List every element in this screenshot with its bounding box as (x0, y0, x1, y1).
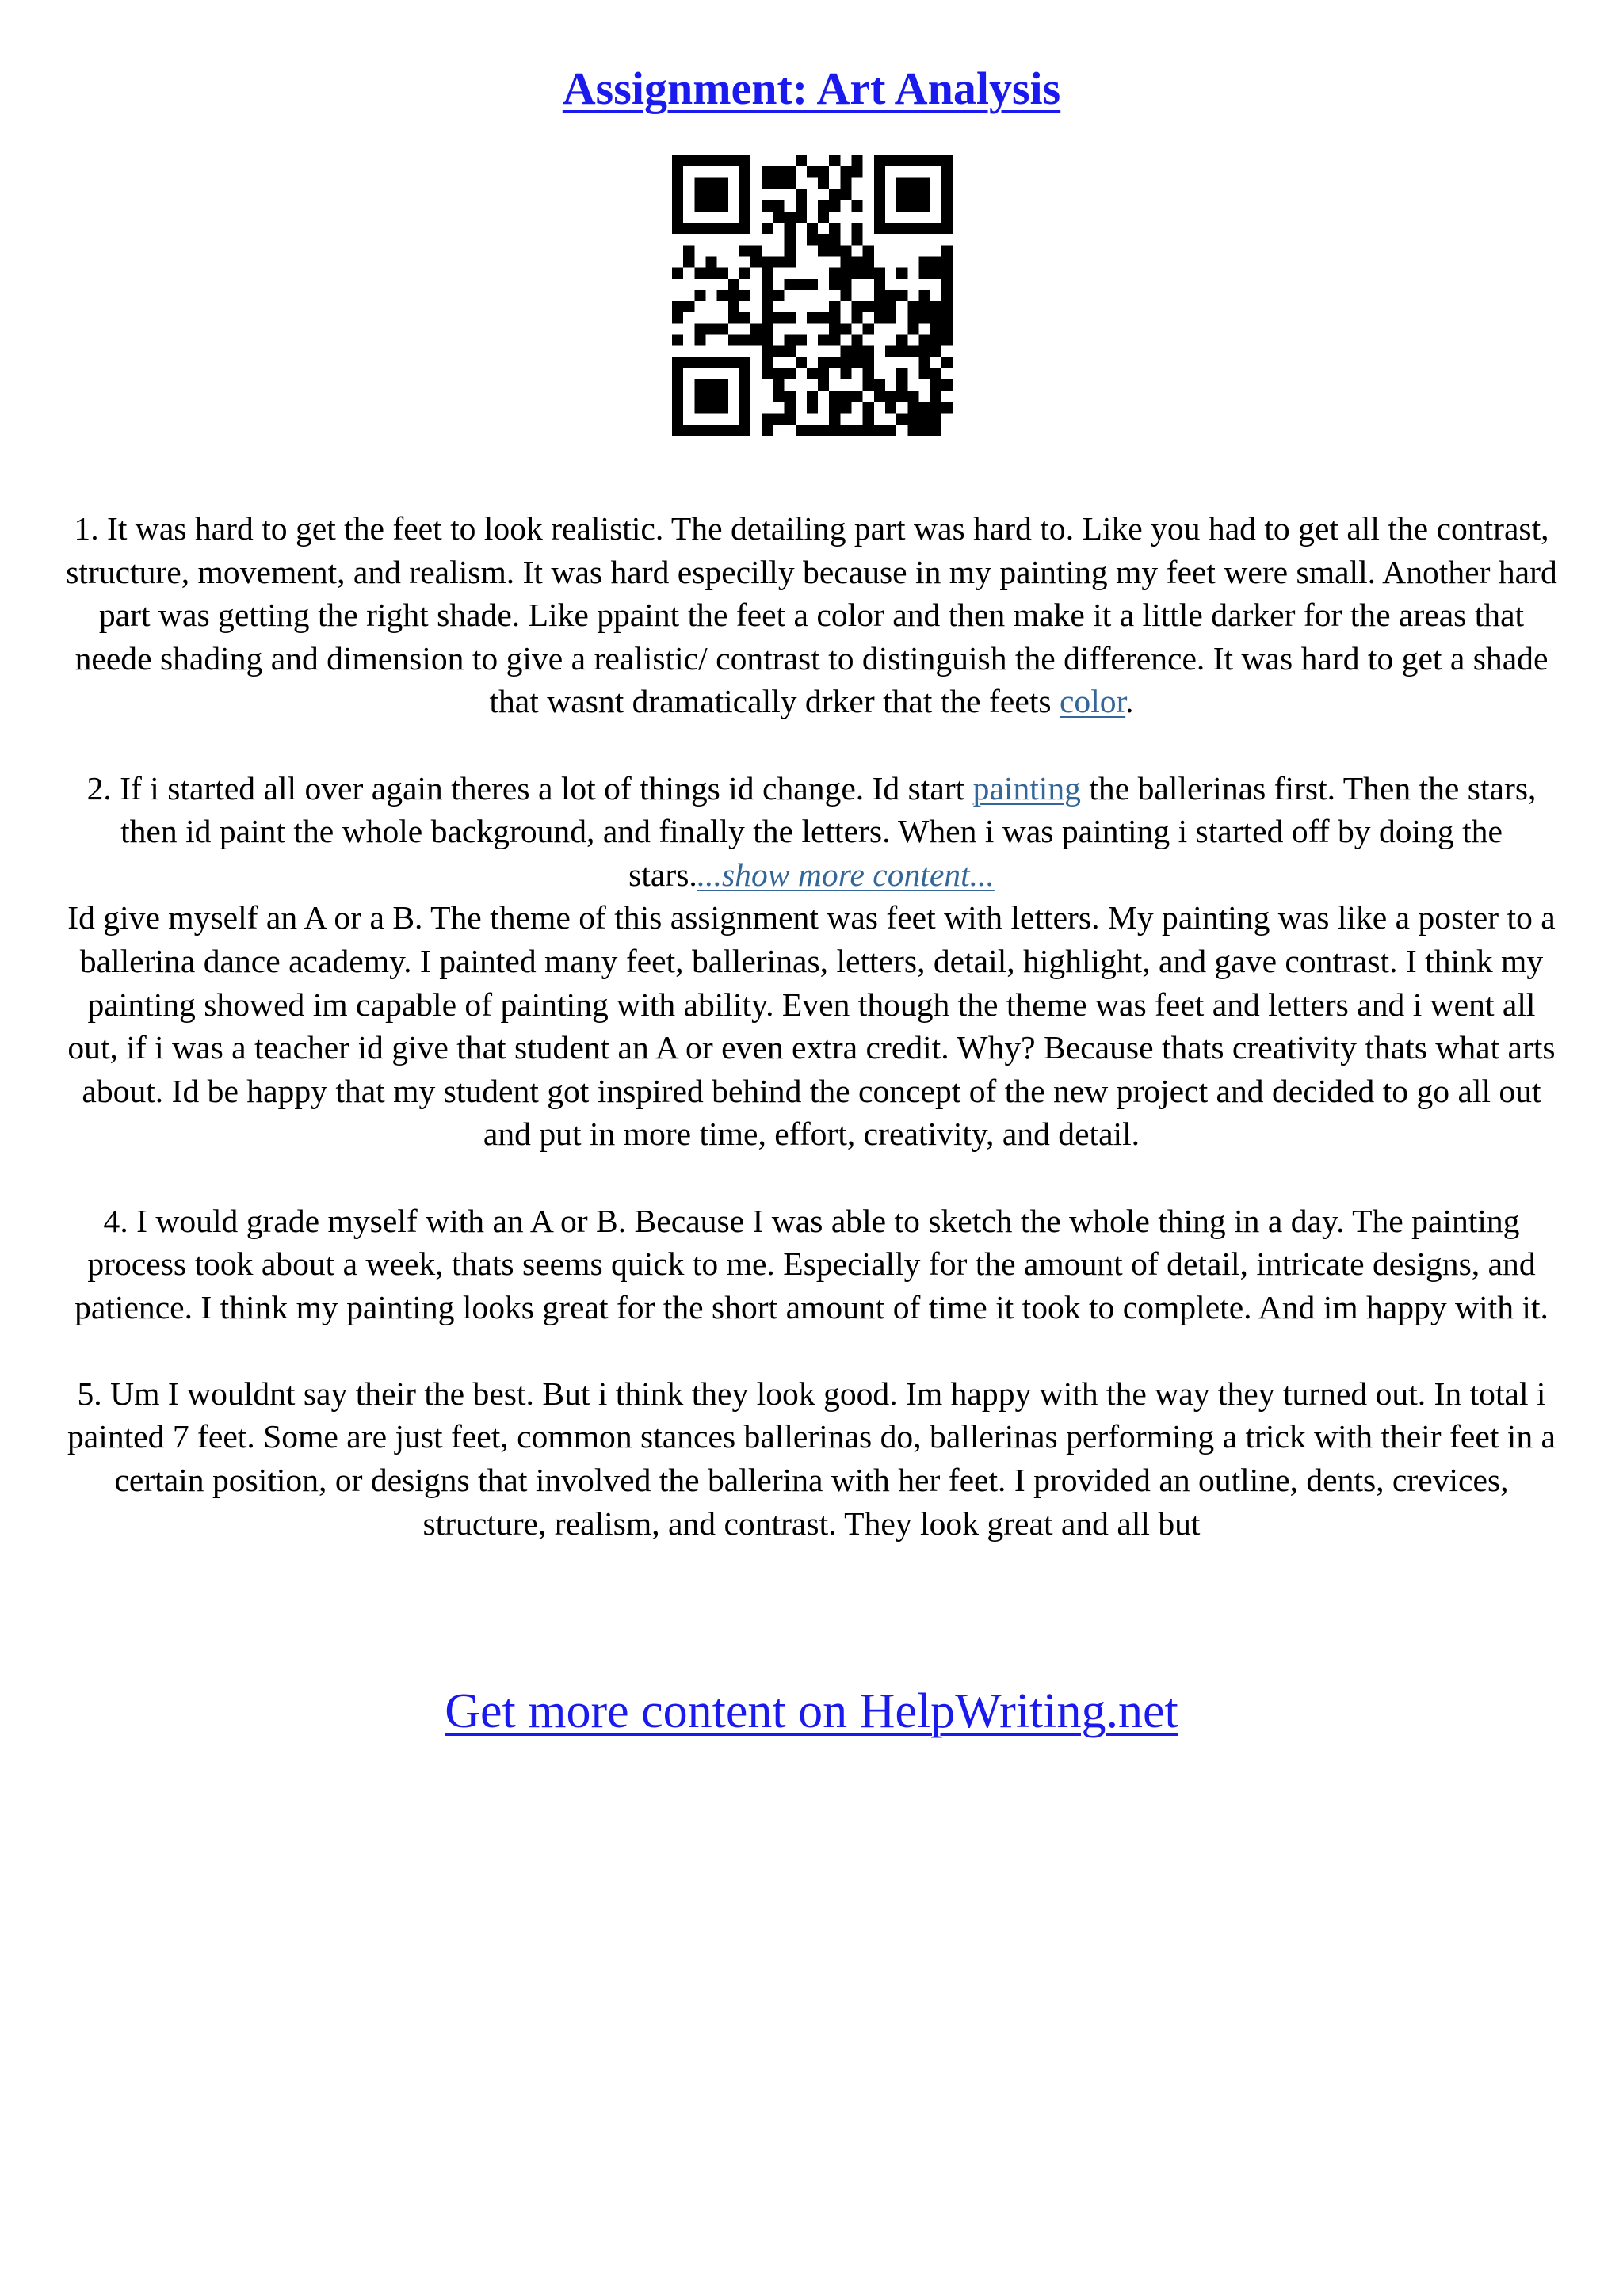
painting-link[interactable]: painting (972, 769, 1081, 807)
answer-paragraph-5: 5. Um I wouldnt say their the best. But i think they look good. Im happy with the way they turned out. In total i painted 7 feet. Some are just feet, common stances ballerinas do, ballerinas performing a trick with their feet in a certain position, or designs that involved the ballerina with her feet. I provided an outline, dents, crevices, structure, realism, and contrast. They look great and all but (67, 1375, 1556, 1542)
page-title (0, 57, 1623, 120)
paragraph-gap (60, 1329, 1563, 1372)
answer-paragraph-1: 1. It was hard to get the feet to look realistic. The detailing part was hard to. Like you had to get all the contrast, structure, movement, and realism. It was hard especilly because in my painting my feet were small. Another hard part was getting the right shade. Like ppaint the feet a color and then make it a little darker for the areas that neede shading and dimension to give a realistic/ contrast to distinguish the difference. It was hard to get a shade that wasnt dramatically drker that the feets color. (66, 510, 1557, 720)
show-more-link[interactable]: ...show more content... (697, 856, 995, 893)
qr-code-icon (672, 155, 953, 436)
title-link[interactable]: Assignment: Art Analysis (562, 63, 1061, 114)
color-link[interactable]: color (1059, 683, 1126, 720)
paragraph-gap (60, 723, 1563, 767)
answer-paragraph-4: 4. I would grade myself with an A or B. Because I was able to sketch the whole thing in a day. The painting process took about a week, thats seems quick to me. Especially for the amount of detail, intricate designs, and patience. I think my painting looks great for the short amount of time it took to complete. And im happy with it. (74, 1202, 1549, 1325)
paragraph-gap (60, 1156, 1563, 1199)
more-content-link[interactable]: Get more content on HelpWriting.net (445, 1684, 1178, 1738)
assignment-body (60, 507, 1563, 1545)
answer-paragraph-2: 2. If i started all over again theres a lot of things id change. Id start painting the ballerinas first. Then the stars, then id paint the whole background, and finally the letters. When i was painting i started off by doing the stars....show more content... (86, 769, 1537, 893)
footer (0, 1680, 1623, 1743)
answer-paragraph-3: Id give myself an A or a B. The theme of this assignment was feet with letters. My painting was like a poster to a ballerina dance academy. I painted many feet, ballerinas, letters, detail, highlight, and gave contrast. I think my painting showed im capable of painting with ability. Even though the theme was feet and letters and i went all out, if i was a teacher id give that student an A or even extra credit. Why? Because thats creativity thats what arts about. Id be happy that my student got inspired behind the concept of the new project and decided to go all out and put in more time, effort, creativity, and detail. (67, 899, 1556, 1153)
